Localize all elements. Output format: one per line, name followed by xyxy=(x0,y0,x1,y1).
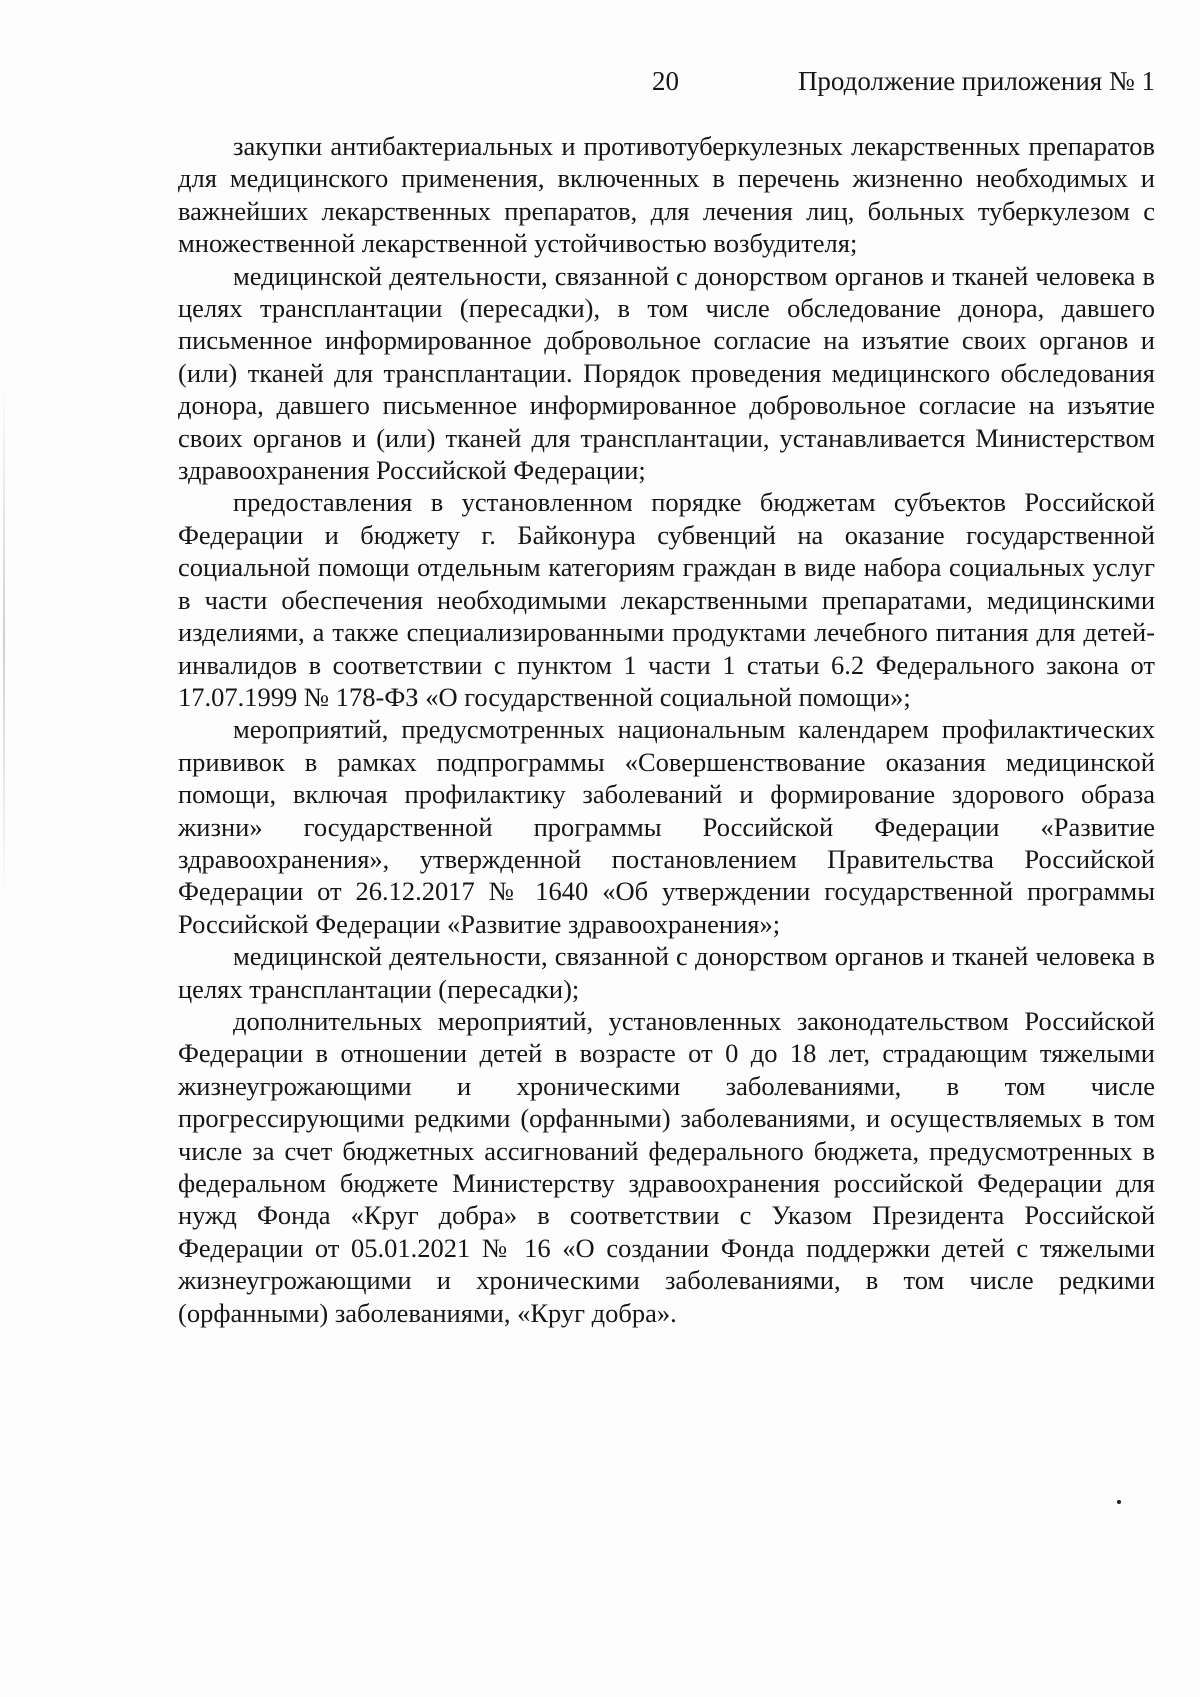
document-body xyxy=(178,130,1155,1329)
paragraph-organ-donation-examination: медицинской деятельности, связанной с донорством органов и тканей человека в целях трансплантации (пересадки), в том числе обследование донора, давшего письменное информированное добровольное согласие на изъятие своих органов и (или) тканей для трансплантации. Порядок проведения медицинского обследования донора, давшего письменное информированное добровольное согласие на изъятие своих органов и (или) тканей для трансплантации, устанавливается Министерством здравоохранения Российской Федерации; xyxy=(178,260,1155,486)
page-number: 20 xyxy=(652,66,679,96)
appendix-continuation-label: Продолжение приложения № 1 xyxy=(797,66,1155,96)
paragraph-vaccination-calendar: мероприятий, предусмотренных национальным календарем профилактических прививок в рамках подпрограммы «Совершенствование оказания медицинской помощи, включая профилактику заболеваний и формирование здорового образа жизни» государственной программы Российской Федерации «Развитие здравоохранения», утвержденной постановлением Правительства Российской Федерации от 26.12.2017 № 1640 «Об утверждении государственной программы Российской Федерации «Развитие здравоохранения»; xyxy=(178,714,1155,939)
page-header xyxy=(180,66,1155,106)
paragraph-organ-donation: медицинской деятельности, связанной с донорством органов и тканей человека в целях трансплантации (пересадки); xyxy=(178,941,1155,1004)
paragraph-tb-drugs-procurement: закупки антибактериальных и противотуберкулезных лекарственных препаратов для медицинского применения, включенных в перечень жизненно необходимых и важнейших лекарственных препаратов, для лечения лиц, больных туберкулезом с множественной лекарственной устойчивостью возбудителя; xyxy=(178,131,1155,259)
scan-edge-shadow xyxy=(3,380,5,900)
scan-dot-mark xyxy=(1117,1500,1121,1504)
paragraph-krug-dobra-fund: дополнительных мероприятий, установленных законодательством Российской Федерации в отношении детей в возрасте от 0 до 18 лет, страдающим тяжелыми жизнеугрожающими и хроническими заболеваниями, в том числе прогрессирующими редкими (орфанными) заболеваниями, и осуществляемых в том числе за счет бюджетных ассигнований федерального бюджета, предусмотренных в федеральном бюджете Министерству здравоохранения российской Федерации для нужд Фонда «Круг добра» в соответствии с Указом Президента Российской Федерации от 05.01.2021 № 16 «О создании Фонда поддержки детей с тяжелыми жизнеугрожающими и хроническими заболеваниями, в том числе редкими (орфанными) заболеваниями, «Круг добра». xyxy=(178,1005,1155,1328)
paragraph-subventions-social-services: предоставления в установленном порядке бюджетам субъектов Российской Федерации и бюджету г. Байконура субвенций на оказание государственной социальной помощи отдельным категориям граждан в виде набора социальных услуг в части обеспечения необходимыми лекарственными препаратами, медицинскими изделиями, а также специализированными продуктами лечебного питания для детей-инвалидов в соответствии с пунктом 1 части 1 статьи 6.2 Федерального закона от 17.07.1999 № 178-ФЗ «О государственной социальной помощи»; xyxy=(178,487,1155,712)
